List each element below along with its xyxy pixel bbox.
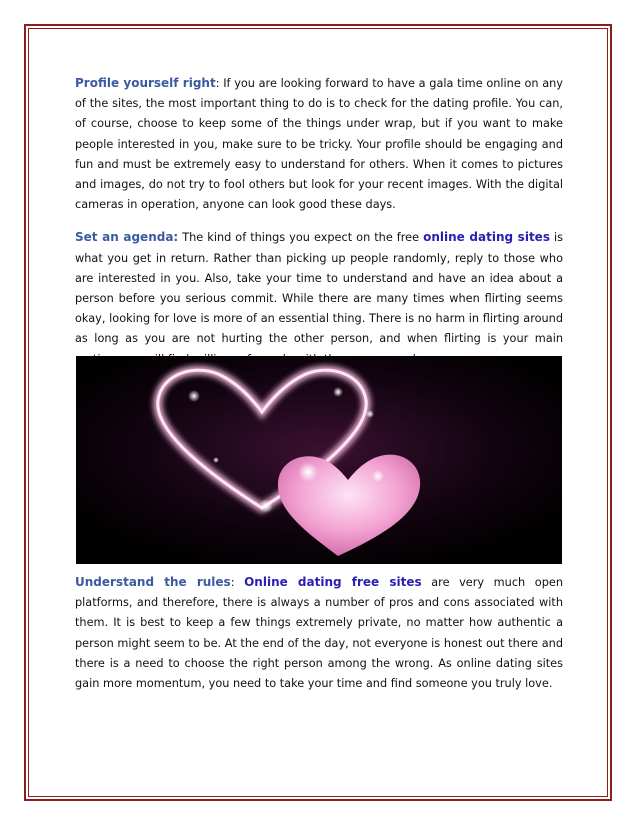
heading-profile-colon: : [215,77,220,90]
document-body [75,73,563,382]
paragraph-agenda [75,227,563,369]
online-dating-sites-link[interactable]: online dating sites [423,230,550,245]
online-dating-free-sites-link[interactable]: Online dating free sites [244,575,422,589]
hearts-image [76,356,562,564]
heading-profile: Profile yourself right [75,76,216,90]
paragraph-profile [75,73,563,215]
heading-rules: Understand the rules [75,575,231,589]
heading-agenda: Set an agenda: [75,230,179,245]
paragraph-agenda-text-before: The kind of things you expect on the free [178,231,424,245]
document-body-continued [75,572,563,706]
paragraph-rules [75,572,563,694]
paragraph-agenda-text-after: is what you get in return. Rather than picking up people randomly, reply to those who are interested in you. Also, take your time to understand and have an idea about a person before you serious commit. While there are many times when flirting seems okay, looking for love is more of an essential thing. There is no harm in flirting around as long as you are not hurting the other person, and when flirting is your main [75,231,564,346]
paragraph-profile-text: If you are looking forward to have a gala time online on any of the sites, the most important thing to do is to check for the dating profile. You can, of course, choose to keep some of the things under wrap, but if you want to make people interested in you, make sure to be tricky. Your profile should be engaging and fun and must be extremely easy to understand for others. When it comes to pictures and images, do not try to fool others but look for your recent images. With the digital cameras in operation, anyone can look good these days. [75,77,563,212]
heading-rules-colon: : [230,576,245,589]
paragraph-rules-text: are very much open platforms, and therefore, there is always a number of pros and cons associated with them. It is best to keep a few things extremely private, no matter how authentic a person might seem to be. At the end of the day, not everyone is honest out there and there is a need to choose the right person among the wrong. As online dating sites gain more momentum, you need to take your time and find someone you truly love. [75,576,564,691]
